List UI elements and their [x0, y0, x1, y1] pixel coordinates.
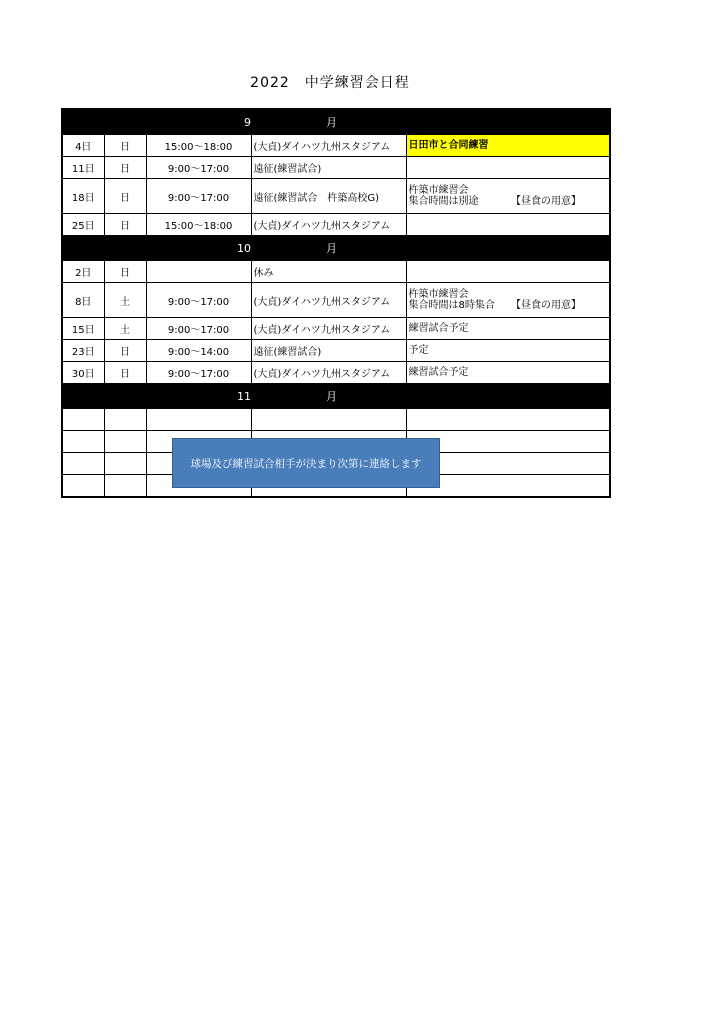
table-row — [62, 157, 610, 179]
place-cell: (大貞)ダイハツ九州スタジアム — [251, 362, 406, 384]
weekday-cell: 日 — [104, 261, 146, 283]
place-cell: (大貞)ダイハツ九州スタジアム — [251, 214, 406, 236]
day-cell: 11日 — [62, 157, 104, 179]
day-cell: 15日 — [62, 318, 104, 340]
table-row-empty — [62, 409, 610, 431]
month-header-october: 10 月 — [62, 236, 610, 261]
weekday-cell: 土 — [104, 318, 146, 340]
page-title: 2022 中学練習会日程 — [250, 75, 410, 91]
day-cell: 30日 — [62, 362, 104, 384]
table-row — [62, 179, 610, 214]
weekday-cell: 日 — [104, 362, 146, 384]
time-cell: 15:00～18:00 — [146, 135, 251, 157]
place-cell: 休み — [251, 261, 406, 283]
table-row — [62, 340, 610, 362]
weekday-cell: 日 — [104, 340, 146, 362]
note-cell: 練習試合予定 — [406, 318, 610, 340]
month-header-november: 11 月 — [62, 384, 610, 409]
place-cell: (大貞)ダイハツ九州スタジアム — [251, 318, 406, 340]
month-header-september: 9 月 — [62, 109, 610, 135]
place-cell: (大貞)ダイハツ九州スタジアム — [251, 283, 406, 318]
note-cell: 予定 — [406, 340, 610, 362]
note-line: 【昼食の用意】 — [511, 300, 582, 311]
day-cell: 23日 — [62, 340, 104, 362]
notice-box: 球場及び練習試合相手が決まり次第に連絡します — [172, 438, 440, 488]
note-line: 【昼食の用意】 — [511, 196, 582, 207]
place-cell: 遠征(練習試合 杵築高校G) — [251, 179, 406, 214]
time-cell: 9:00～17:00 — [146, 283, 251, 318]
weekday-cell: 土 — [104, 283, 146, 318]
weekday-cell: 日 — [104, 135, 146, 157]
time-cell: 9:00～17:00 — [146, 362, 251, 384]
time-cell: 9:00～17:00 — [146, 318, 251, 340]
note-line: 集合時間は8時集合 — [408, 300, 495, 311]
table-row — [62, 362, 610, 384]
weekday-cell: 日 — [104, 179, 146, 214]
note-cell — [406, 214, 610, 236]
note-cell — [406, 283, 610, 318]
table-row — [62, 283, 610, 318]
note-cell — [406, 261, 610, 283]
place-cell: 遠征(練習試合) — [251, 340, 406, 362]
table-row — [62, 318, 610, 340]
time-cell: 9:00～14:00 — [146, 340, 251, 362]
weekday-cell: 日 — [104, 157, 146, 179]
place-cell: 遠征(練習試合) — [251, 157, 406, 179]
table-row — [62, 214, 610, 236]
time-cell: 9:00～17:00 — [146, 157, 251, 179]
note-line: 杵築市練習会 — [408, 289, 469, 300]
table-row — [62, 261, 610, 283]
day-cell: 4日 — [62, 135, 104, 157]
day-cell: 2日 — [62, 261, 104, 283]
note-cell: 練習試合予定 — [406, 362, 610, 384]
note-line: 杵築市練習会 — [408, 185, 469, 196]
day-cell: 25日 — [62, 214, 104, 236]
time-cell — [146, 261, 251, 283]
day-cell: 18日 — [62, 179, 104, 214]
table-row — [62, 135, 610, 157]
note-cell — [406, 179, 610, 214]
time-cell: 15:00～18:00 — [146, 214, 251, 236]
note-cell — [406, 157, 610, 179]
time-cell: 9:00～17:00 — [146, 179, 251, 214]
day-cell: 8日 — [62, 283, 104, 318]
place-cell: (大貞)ダイハツ九州スタジアム — [251, 135, 406, 157]
weekday-cell: 日 — [104, 214, 146, 236]
note-cell-highlighted: 日田市と合同練習 — [406, 135, 610, 157]
note-line: 集合時間は別途 — [408, 196, 479, 207]
